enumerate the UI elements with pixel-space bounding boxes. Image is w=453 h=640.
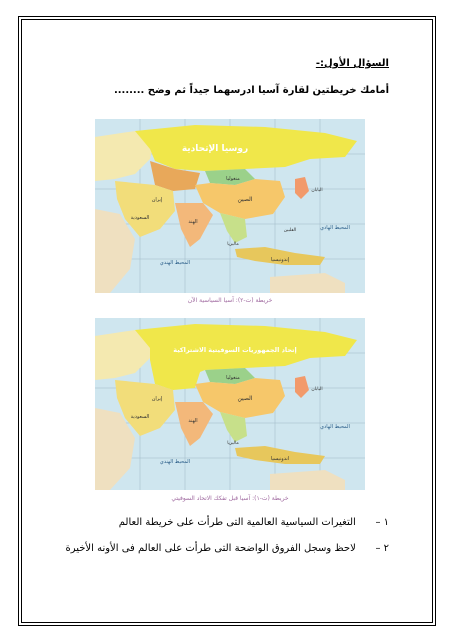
label-mongolia: منغوليا [226, 375, 240, 381]
list-item [119, 517, 389, 528]
label-iran: إيران [151, 396, 163, 402]
question-instruction: أمامك خريطتين لقارة آسيا ادرسهما جيداً ثم وضح ........ [113, 85, 389, 96]
label-pacific: المحيط الهادي [320, 424, 350, 430]
item-text: لاحظ وسجل الفروق الواضحة التى طرأت على العالم فى الأونه الأخيرة [65, 543, 356, 554]
label-china: الصين [237, 395, 253, 402]
label-philippines: الفلبين [283, 228, 297, 233]
label-ussr: إتحاد الجمهوريات السوفيتية الاشتراكية [173, 346, 297, 354]
item-text: التغيرات السياسية العالمية التى طرأت على خريطة العالم [118, 517, 356, 528]
label-japan: اليابان [311, 188, 323, 193]
list-item [65, 543, 389, 554]
item-number: ٢ – [375, 543, 389, 554]
label-malaysia: ماليزيا [227, 441, 239, 446]
label-mongolia: منغوليا [226, 176, 240, 182]
label-iran: إيران [151, 197, 163, 203]
label-india: الهند [188, 219, 198, 225]
map1-caption: خريطة (ت-٢): آسيا السياسية الآن [187, 297, 273, 304]
label-indonesia: إندونيسيا [270, 257, 290, 263]
label-india: الهند [188, 418, 198, 424]
map-asia-current [95, 119, 365, 293]
map2-caption: خريطة (ت-١): آسيا قبل تفكك الاتحاد السوفيتي [171, 495, 289, 502]
item-number: ١ – [375, 517, 389, 528]
label-russia: روسيا الإتحادية [181, 144, 249, 154]
label-china: الصين [237, 196, 253, 203]
map-asia-current-drawing [95, 119, 365, 293]
label-pacific: المحيط الهادي [320, 225, 350, 231]
label-saudi: السعودية [130, 215, 150, 221]
label-malaysia: ماليزيا [227, 242, 239, 247]
label-indian-ocean: المحيط الهندي [159, 459, 191, 465]
map-asia-before-ussr-collapse [95, 318, 365, 490]
label-indonesia: اندونيسيا [270, 456, 290, 462]
label-indian-ocean: المحيط الهندي [159, 260, 191, 266]
label-saudi: السعودية [130, 414, 150, 420]
question-title: السؤال الأول:- [315, 58, 389, 69]
map-asia-before-drawing [95, 318, 365, 490]
label-japan: اليابان [311, 387, 323, 392]
